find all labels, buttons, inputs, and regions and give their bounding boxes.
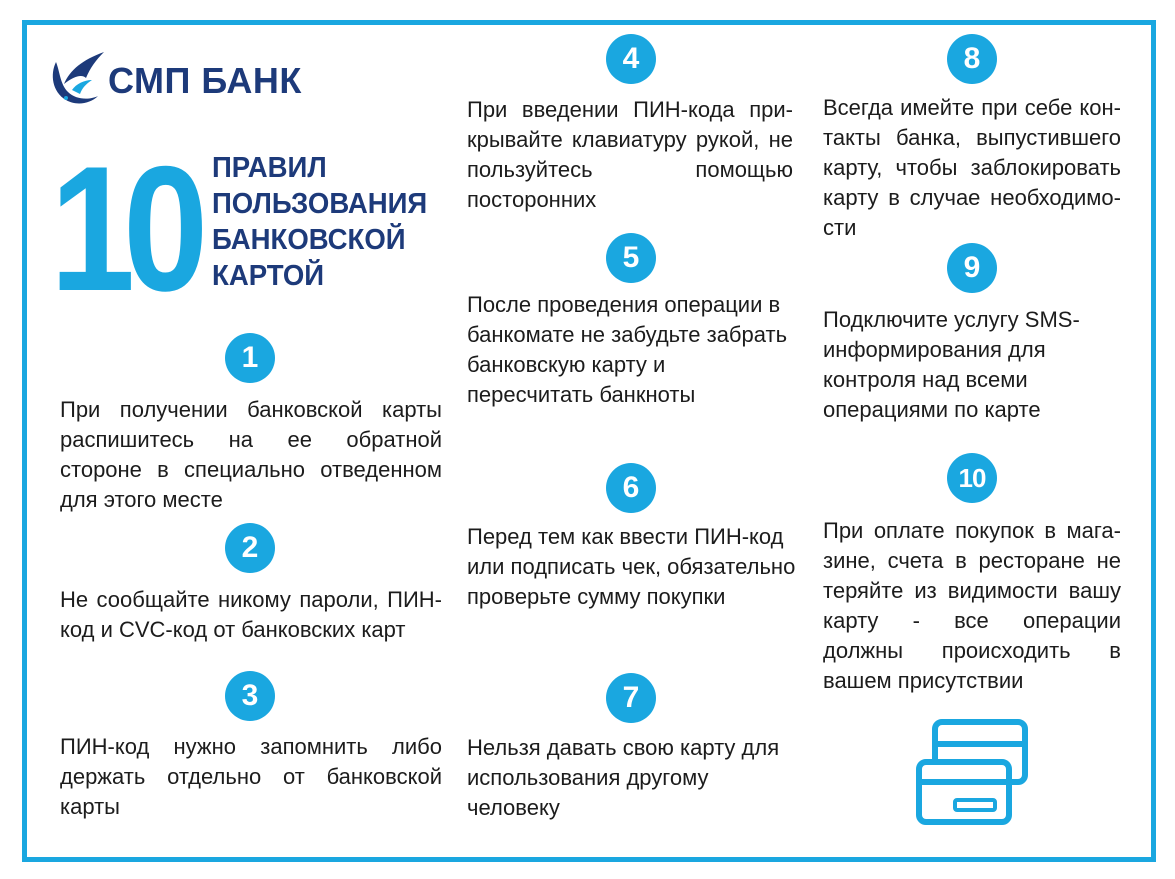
bird-logo-icon [46,44,110,114]
rule-text-3: ПИН-код нужно запомнить либо держать отдельно от банковской карты [60,734,442,819]
rule-text-9: Подключите услугу SMS- информирования для контроля над всеми операциями по карте [823,307,1080,422]
rule-text-1: При получении банковской карты распишитесь на ее обратной стороне в специально отведенном для этого месте [60,397,442,512]
rule-text-7: Нельзя давать свою карту для использования другому человеку [467,735,780,820]
rule-number-7: 7 [606,673,656,723]
rule-number-6: 6 [606,463,656,513]
rule-number-2: 2 [225,523,275,573]
rule-text-10: При оплате покупок в мага-зине, счета в ресторане не теряйте из видимости вашу карту - все операции должны происходить в вашем присутствии [823,518,1121,693]
rule-number-4: 4 [606,34,656,84]
rule-number-9: 9 [947,243,997,293]
page-title: ПРАВИЛ ПОЛЬЗОВАНИЯ БАНКОВСКОЙ КАРТОЙ [212,152,428,292]
rule-number-1: 1 [225,333,275,383]
rule-text-8: Всегда имейте при себе кон-такты банка, выпустившего карту, чтобы заблокировать карту в случае необходимо-сти [823,95,1121,240]
bank-logo [46,44,346,114]
rule-text-6: Перед тем как ввести ПИН-код или подписать чек, обязательно проверьте сумму покупки [467,524,796,609]
rule-number-5: 5 [606,233,656,283]
bank-name: СМП БАНК [108,60,302,101]
rule-text-2: Не сообщайте никому пароли, ПИН-код и CVC-код от банковских карт [60,587,442,642]
bank-cards-icon [915,718,1031,833]
rule-number-10: 10 [947,453,997,503]
rule-number-8: 8 [947,34,997,84]
big-number: 10 [50,129,197,328]
rule-text-5: После проведения операции в банкомате не забудьте забрать банковскую карту и пересчитать банкноты [467,292,788,407]
rule-number-3: 3 [225,671,275,721]
rule-text-4: При введении ПИН-кода при-крывайте клавиатуру рукой, не пользуйтесь помощью посторонних [467,97,793,212]
